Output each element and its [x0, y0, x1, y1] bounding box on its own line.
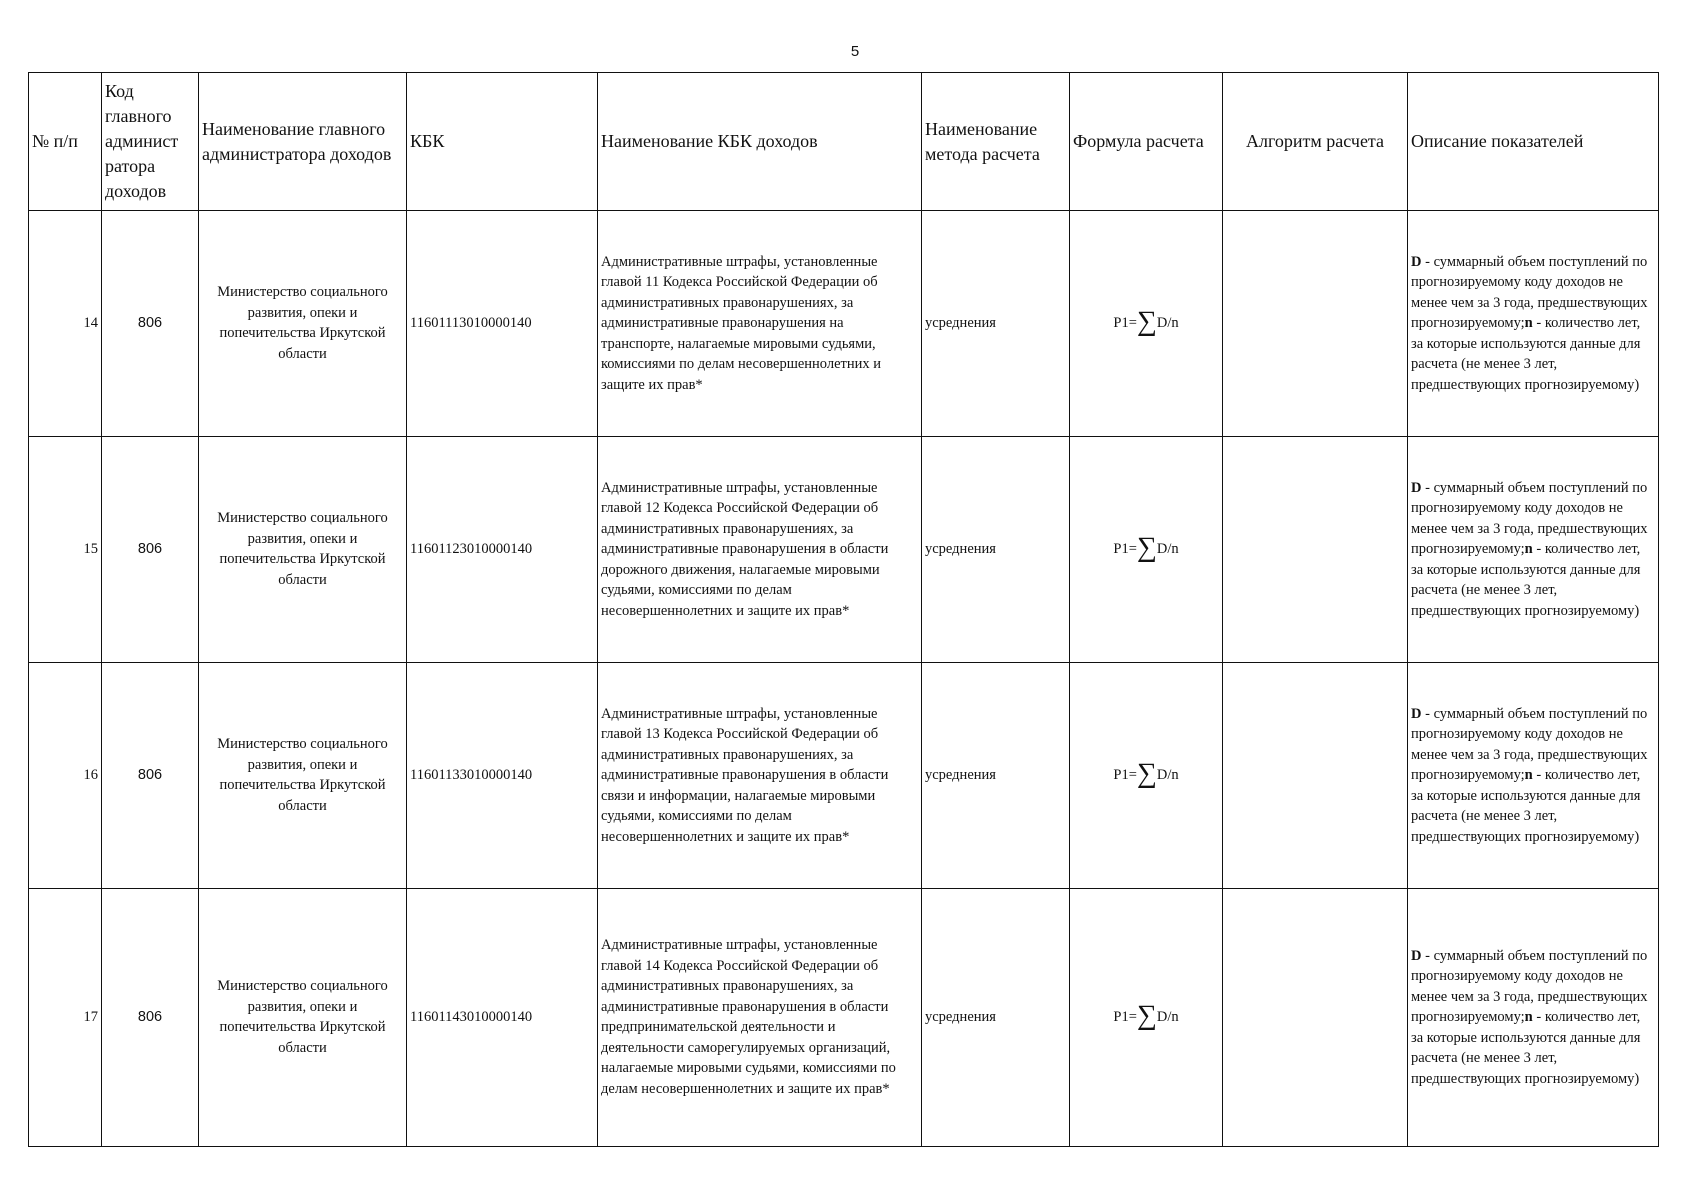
desc-d-symbol: D: [1411, 947, 1422, 964]
table-row: [29, 211, 1659, 437]
desc-n-symbol: n: [1524, 1009, 1533, 1026]
kbk-name: Административные штрафы, установленные главой 13 Кодекса Российской Федерации об административных правонарушениях, за административные правонарушения в области связи и информации, налагаемые мировыми судьями, комиссиями по делам несовершеннолетних и защите их прав*: [598, 662, 922, 888]
row-number: 17: [29, 888, 102, 1146]
formula-right: D/n: [1156, 541, 1179, 558]
header-num: № п/п: [29, 73, 102, 211]
header-formula: Формула расчета: [1070, 73, 1223, 211]
admin-name: Министерство социального развития, опеки и попечительства Иркутской области: [199, 211, 407, 437]
page-number: 5: [850, 43, 860, 60]
desc-d-text: - суммарный объем поступлений по прогнозируемому коду доходов не менее чем за 3 года, предшествующих прогнозируемому;: [1411, 253, 1648, 332]
calc-method: усреднения: [922, 888, 1070, 1146]
desc-d-symbol: D: [1411, 705, 1422, 722]
calc-formula: [1070, 662, 1223, 888]
calc-algorithm: [1223, 436, 1408, 662]
table-body: [29, 211, 1659, 1147]
row-number: 14: [29, 211, 102, 437]
calc-method: усреднения: [922, 211, 1070, 437]
row-number: 15: [29, 436, 102, 662]
desc-d-text: - суммарный объем поступлений по прогнозируемому коду доходов не менее чем за 3 года, предшествующих прогнозируемому;: [1411, 947, 1648, 1026]
formula-right: D/n: [1156, 1009, 1179, 1026]
table-row: [29, 436, 1659, 662]
desc-n-symbol: n: [1524, 315, 1533, 332]
kbk-name: Административные штрафы, установленные главой 11 Кодекса Российской Федерации об административных правонарушениях, за административные правонарушения на транспорте, налагаемые мировыми судьями, комиссиями по делам несовершеннолетних и защите их прав*: [598, 211, 922, 437]
formula-left: P1=: [1113, 541, 1137, 558]
table-header: [29, 73, 1659, 211]
calc-formula: [1070, 436, 1223, 662]
desc-n-symbol: n: [1524, 541, 1533, 558]
desc-n-symbol: n: [1524, 767, 1533, 784]
header-row: [29, 73, 1659, 211]
desc-n-text: - количество лет, за которые используются данные для расчета (не менее 3 лет, предшествующих прогнозируемому): [1411, 1009, 1641, 1087]
admin-name: Министерство социального развития, опеки и попечительства Иркутской области: [199, 888, 407, 1146]
desc-d-symbol: D: [1411, 253, 1422, 270]
revenue-methods-table: [28, 72, 1659, 1147]
kbk-name: Административные штрафы, установленные главой 14 Кодекса Российской Федерации об административных правонарушениях, за административные правонарушения в области предпринимательской деятельности и деятельности саморегулируемых организаций, налагаемые мировыми судьями, комиссиями по делам несовершеннолетних и защите их прав*: [598, 888, 922, 1146]
header-description: Описание показателей: [1408, 73, 1659, 211]
indicator-description: [1408, 888, 1659, 1146]
desc-d-text: - суммарный объем поступлений по прогнозируемому коду доходов не менее чем за 3 года, предшествующих прогнозируемому;: [1411, 479, 1648, 558]
desc-d-text: - суммарный объем поступлений по прогнозируемому коду доходов не менее чем за 3 года, предшествующих прогнозируемому;: [1411, 705, 1648, 784]
calc-formula: [1070, 211, 1223, 437]
admin-code: 806: [102, 888, 199, 1146]
calc-algorithm: [1223, 888, 1408, 1146]
admin-code: 806: [102, 436, 199, 662]
calc-method: усреднения: [922, 436, 1070, 662]
calc-method: усреднения: [922, 662, 1070, 888]
formula-right: D/n: [1156, 315, 1179, 332]
sigma-symbol: ∑: [1136, 306, 1157, 338]
formula-left: P1=: [1113, 1009, 1137, 1026]
admin-name: Министерство социального развития, опеки и попечительства Иркутской области: [199, 436, 407, 662]
calc-algorithm: [1223, 662, 1408, 888]
header-kbk: КБК: [407, 73, 598, 211]
calc-formula: [1070, 888, 1223, 1146]
indicator-description: [1408, 436, 1659, 662]
formula-left: P1=: [1113, 767, 1137, 784]
admin-code: 806: [102, 211, 199, 437]
header-method: Наименование метода расчета: [922, 73, 1070, 211]
sigma-symbol: ∑: [1136, 758, 1157, 790]
header-kbk-name: Наименование КБК доходов: [598, 73, 922, 211]
sigma-symbol: ∑: [1136, 1000, 1157, 1032]
formula-left: P1=: [1113, 315, 1137, 332]
indicator-description: [1408, 211, 1659, 437]
admin-name: Министерство социального развития, опеки и попечительства Иркутской области: [199, 662, 407, 888]
row-number: 16: [29, 662, 102, 888]
sigma-symbol: ∑: [1136, 532, 1157, 564]
table-row: [29, 662, 1659, 888]
indicator-description: [1408, 662, 1659, 888]
desc-n-text: - количество лет, за которые используются данные для расчета (не менее 3 лет, предшествующих прогнозируемому): [1411, 541, 1641, 619]
header-code: Код главного админист ратора доходов: [102, 73, 199, 211]
admin-code: 806: [102, 662, 199, 888]
kbk-code: 11601143010000140: [407, 888, 598, 1146]
header-admin-name: Наименование главного администратора доходов: [199, 73, 407, 211]
kbk-code: 11601133010000140: [407, 662, 598, 888]
header-algorithm: Алгоритм расчета: [1223, 73, 1408, 211]
desc-n-text: - количество лет, за которые используются данные для расчета (не менее 3 лет, предшествующих прогнозируемому): [1411, 315, 1641, 393]
table-row: [29, 888, 1659, 1146]
kbk-name: Административные штрафы, установленные главой 12 Кодекса Российской Федерации об административных правонарушениях, за административные правонарушения в области дорожного движения, налагаемые мировыми судьями, комиссиями по делам несовершеннолетних и защите их прав*: [598, 436, 922, 662]
calc-algorithm: [1223, 211, 1408, 437]
desc-n-text: - количество лет, за которые используются данные для расчета (не менее 3 лет, предшествующих прогнозируемому): [1411, 767, 1641, 845]
desc-d-symbol: D: [1411, 479, 1422, 496]
kbk-code: 11601113010000140: [407, 211, 598, 437]
formula-right: D/n: [1156, 767, 1179, 784]
kbk-code: 11601123010000140: [407, 436, 598, 662]
